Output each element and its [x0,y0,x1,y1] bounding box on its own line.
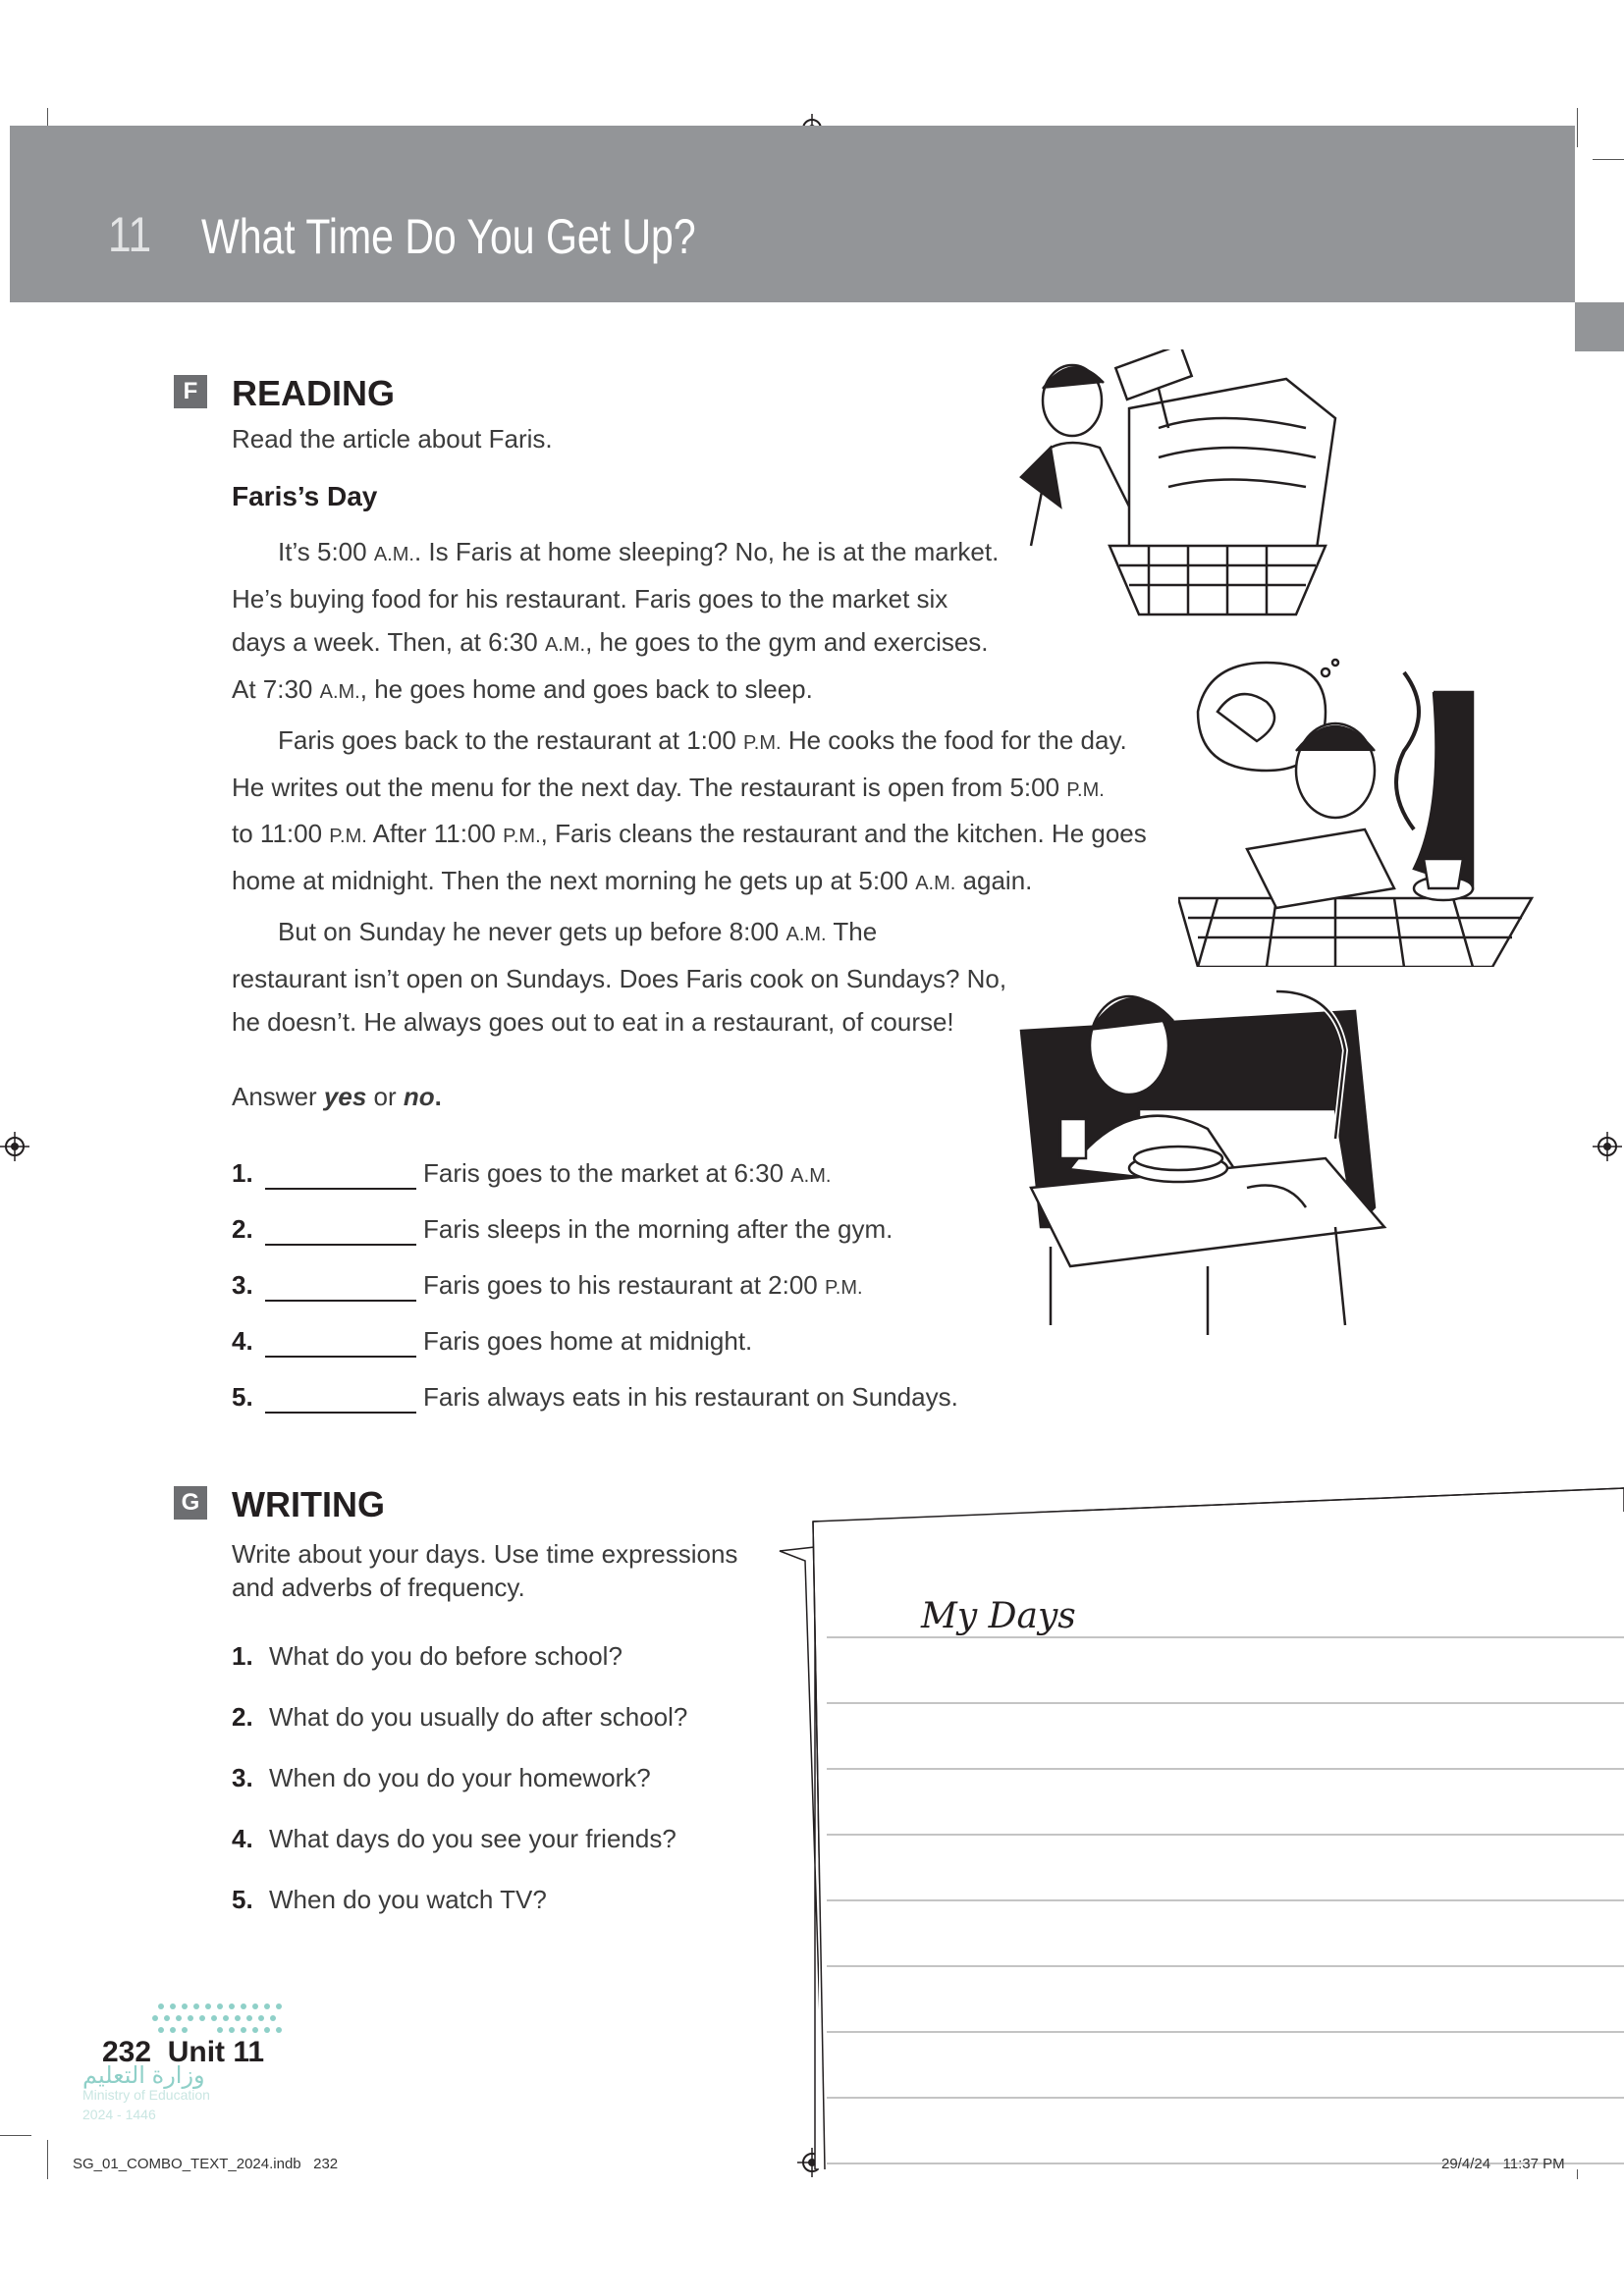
crop-mark [1577,108,1578,147]
crop-mark [1593,159,1624,160]
article-paragraph-2: Faris goes back to the restaurant at 1:00 P.M. He cooks the food for the day. He writes out the menu for the next day. The restaurant is open from 5:00 P.M. to 11:00 P.M. After 11:00 P.M., Faris cleans the restaurant and the kitchen. He goes home at midnight. Then the next morning he gets up at 5:00 A.M. again. [232,725,1147,895]
writing-question-3: 3. When do you do your homework? [232,1763,651,1792]
writing-question-1: 1. What do you do before school? [232,1641,623,1671]
ministry-logo-arabic: وزارة التعليم [82,2062,205,2089]
article-paragraph-3: But on Sunday he never gets up before 8:00 A.M. The restaurant isn’t open on Sundays. Does Faris cook on Sundays? No, he doesn’t. He always goes out to eat in a restaurant, of course! [232,917,1007,1037]
page-title: What Time Do You Get Up? [201,209,696,264]
article-title: Faris’s Day [232,481,378,511]
writing-question-2: 2. What do you usually do after school? [232,1702,688,1732]
eating-illustration [1011,972,1394,1345]
answer-blank[interactable] [265,1300,416,1302]
writing-instruction-line-2: and adverbs of frequency. [232,1573,525,1602]
writing-instruction-line-1: Write about your days. Use time expressions [232,1539,738,1569]
crop-mark [0,2135,31,2136]
reading-instruction: Read the article about Faris. [232,424,553,454]
section-badge-g: G [174,1486,207,1520]
file-info: SG_01_COMBO_TEXT_2024.indb 232 [73,2156,339,2172]
notebook-heading: My Days [921,1596,1076,1636]
article-paragraph-1: It’s 5:00 A.M.. Is Faris at home sleeping? No, he is at the market. He’s buying food for his restaurant. Faris goes to the market six days a week. Then, at 6:30 A.M., he goes to the gym and exercises. At 7:30 A.M., he goes home and goes back to sleep. [232,537,1000,704]
writing-question-4: 4. What days do you see your friends? [232,1824,677,1853]
section-badge-f: F [174,375,207,408]
market-illustration [1011,349,1365,644]
registration-mark-icon [0,1132,29,1161]
writing-heading: WRITING [232,1484,385,1524]
answer-prompt: Answer yes or no. [232,1082,442,1111]
reading-heading: READING [232,373,396,413]
date-info: 29/4/24 11:37 PM [1441,2156,1565,2172]
answer-blank[interactable] [265,1412,416,1414]
notebook-paper[interactable] [776,1482,1624,2169]
ministry-logo-english: Ministry of Education [82,2087,210,2103]
ministry-logo-year: 2024 - 1446 [82,2107,156,2122]
writing-question-5: 5. When do you watch TV? [232,1885,547,1914]
unit-number: 11 [108,207,152,262]
page-footer: 232 Unit 11 [102,2036,265,2068]
answer-blank[interactable] [265,1244,416,1246]
crop-mark [47,2140,48,2179]
answer-blank[interactable] [265,1356,416,1358]
registration-mark-icon [1593,1132,1622,1161]
header-tab [1575,302,1624,351]
menu-writing-illustration [1178,653,1551,967]
answer-blank[interactable] [265,1188,416,1190]
